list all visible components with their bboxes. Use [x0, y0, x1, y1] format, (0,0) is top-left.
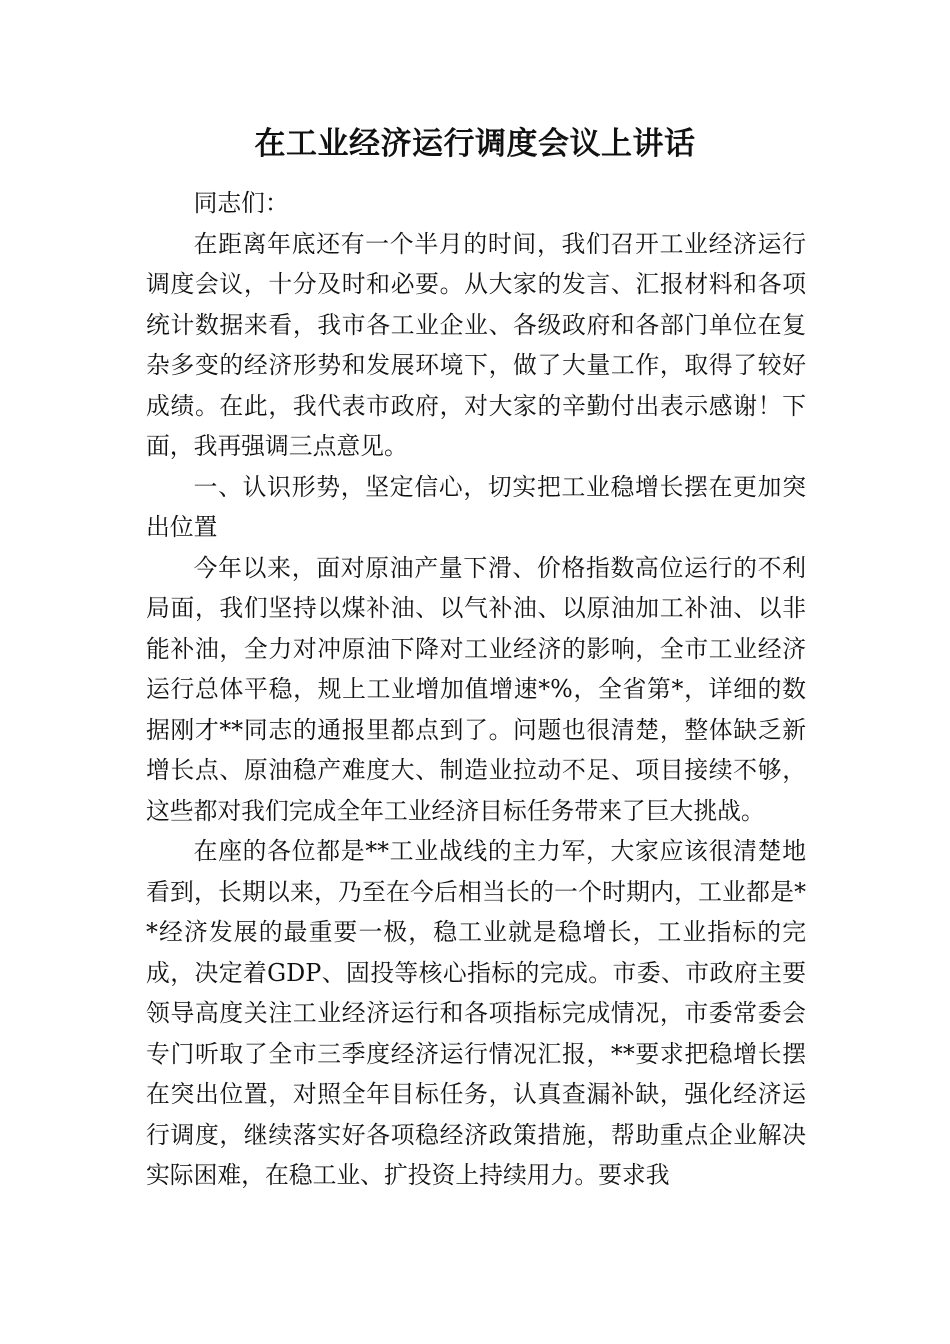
salutation: 同志们：: [193, 189, 289, 217]
paragraph-intro: 在距离年底还有一个半月的时间，我们召开工业经济运行调度会议，十分及时和必要。从大家的发言、汇报材料和各项统计数据来看，我市各工业企业、各级政府和各部门单位在复杂多变的经济形势和发展环境下，做了大量工作，取得了较好成绩。在此，我代表市政府，对大家的辛勤付出表示感谢！下面，我再强调三点意见。: [146, 229, 806, 460]
document-title: 在工业经济运行调度会议上讲话: [254, 126, 696, 162]
section-heading-1: 一、认识形势，坚定信心，切实把工业稳增长摆在更加突出位置: [146, 472, 806, 541]
paragraph-situation: 今年以来，面对原油产量下滑、价格指数高位运行的不利局面，我们坚持以煤补油、以气补油、以原油加工补油、以非能补油，全力对冲原油下降对工业经济的影响，全市工业经济运行总体平稳，规上工业增加值增速*%，全省第*，详细的数据刚才**同志的通报里都点到了。问题也很清楚，整体缺乏新增长点、原油稳产难度大、制造业拉动不足、项目接续不够，这些都对我们完成全年工业经济目标任务带来了巨大挑战。: [146, 553, 806, 825]
document-body: [146, 183, 806, 1196]
paragraph-industry-role: 在座的各位都是**工业战线的主力军，大家应该很清楚地看到，长期以来，乃至在今后相当长的一个时期内，工业都是**经济发展的最重要一极，稳工业就是稳增长，工业指标的完成，决定着GDP、固投等核心指标的完成。市委、市政府主要领导高度关注工业经济运行和各项指标完成情况，市委常委会专门听取了全市三季度经济运行情况汇报，**要求把稳增长摆在突出位置，对照全年目标任务，认真查漏补缺，强化经济运行调度，继续落实好各项稳经济政策措施，帮助重点企业解决实际困难，在稳工业、扩投资上持续用力。要求我: [146, 837, 806, 1189]
